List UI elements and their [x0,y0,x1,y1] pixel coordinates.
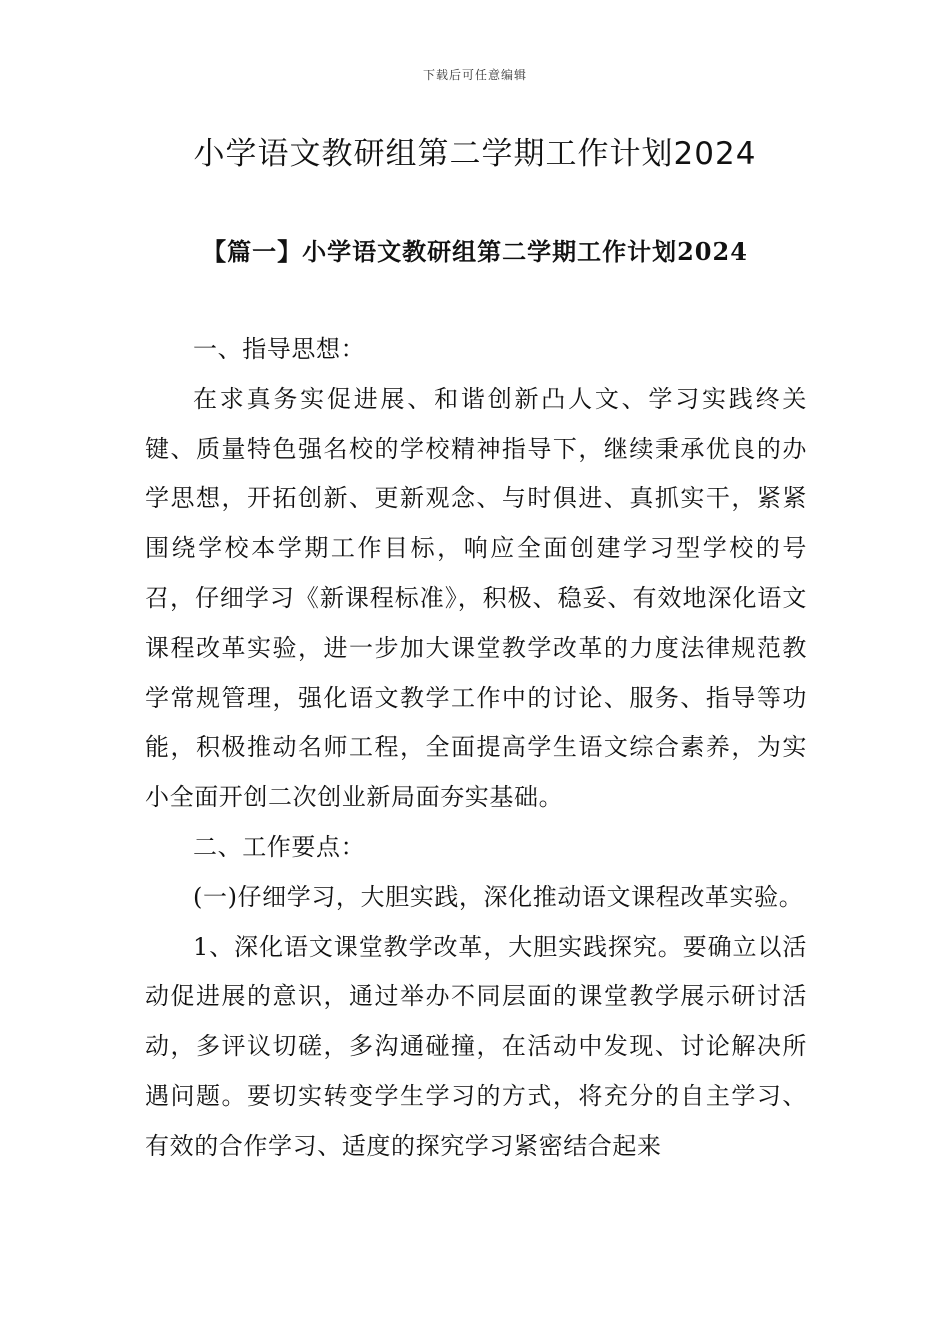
paragraph-item-1: 1、深化语文课堂教学改革，大胆实践探究。要确立以活动促进展的意识，通过举办不同层面的课堂教学展示研讨活动，多评议切磋，多沟通碰撞，在活动中发现、讨论解决所遇问题。要切实转变学生学习的方式，将充分的自主学习、有效的合作学习、适度的探究学习紧密结合起来 [145,932,807,1160]
paragraph-guiding-ideology: 在求真务实促进展、和谐创新凸人文、学习实践终关键、质量特色强名校的学校精神指导下，继续秉承优良的办学思想，开拓创新、更新观念、与时俱进、真抓实干，紧紧围绕学校本学期工作目标，响应全面创建学习型学校的号召，仔细学习《新课程标准》，积极、稳妥、有效地深化语文课程改革实验，进一步加大课堂教学改革的力度法律规范教学常规管理，强化语文教学工作中的讨论、服务、指导等功能，积极推动名师工程，全面提高学生语文综合素养，为实小全面开创二次创业新局面夯实基础。 [145,384,807,812]
subheading-study-practice: (一)仔细学习，大胆实践，深化推动语文课程改革实验。 [193,882,804,911]
heading-guiding-ideology: 一、指导思想： [193,335,366,363]
document-title: 小学语文教研组第二学期工作计划2024 [193,136,757,172]
section-title: 【篇一】小学语文教研组第二学期工作计划2024 [202,237,748,266]
heading-work-points: 二、工作要点： [193,832,366,861]
document-body [145,325,807,1172]
page-header-note: 下载后可任意编辑 [422,68,527,82]
